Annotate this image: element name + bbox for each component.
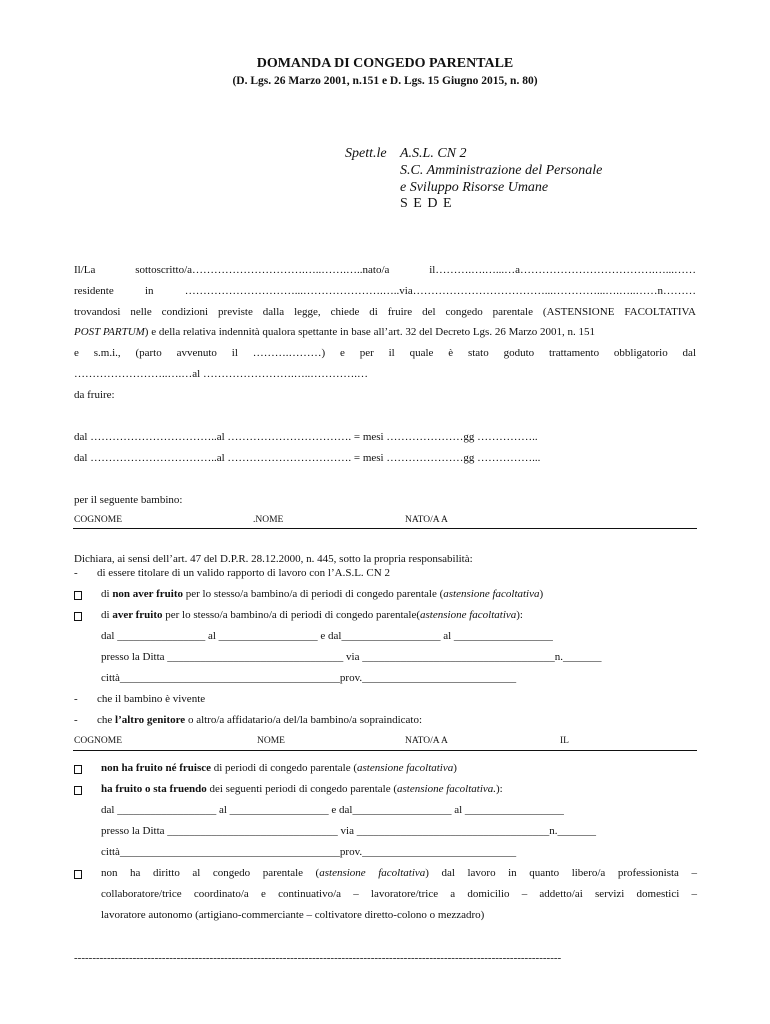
aver-fruito-citta-field[interactable]: città________________________________________prov.____________________________ xyxy=(101,672,517,684)
declaration-item-5: che l’altro genitore o altro/a affidatario/a del/la bambino/a sopraindicato: xyxy=(97,714,423,726)
option-1: non ha fruito né fruisce di periodi di congedo parentale (astensione facoltativa) xyxy=(101,762,457,774)
post-partum-text: POST PARTUM xyxy=(74,326,145,338)
intro-line-6: ……………………..….…al …………………….…..………….… xyxy=(74,368,368,380)
recipient-line-1: A.S.L. CN 2 xyxy=(400,146,467,161)
declaration-intro: Dichiara, ai sensi dell’art. 47 del D.P.R. 28.12.2000, n. 445, sotto la propria responsabilità: xyxy=(74,553,473,565)
declaration-item-3: di aver fruito per lo stesso/a bambino/a di periodi di congedo parentale(astensione facoltativa): xyxy=(101,609,523,621)
intro-line-5: e s.m.i., (parto avvenuto il ……….………) e per il quale è stato goduto trattamento obbligatorio dal xyxy=(74,347,696,359)
declaration-item-2: di non aver fruito per lo stesso/a bambino/a di periodi di congedo parentale (astensione facoltativa) xyxy=(101,588,544,600)
parent-col-nato: NATO/A A xyxy=(405,736,448,746)
recipient-line-3: e Sviluppo Risorse Umane xyxy=(400,180,549,195)
parent-col-il: IL xyxy=(560,736,569,746)
option-3-line-1: non ha diritto al congedo parentale (astensione facoltativa) dal lavoro in quanto libero/a professionista – xyxy=(101,867,697,879)
child-col-cognome: COGNOME xyxy=(74,515,123,525)
recipient-prefix: Spett.le xyxy=(345,146,387,161)
child-label: per il seguente bambino: xyxy=(74,494,183,506)
period-row-2: dal ……………………………..al ……………………………. = mesi …………………gg ……………... xyxy=(74,452,541,464)
intro-line-3: trovandosi nelle condizioni previste dalla legge, chiede di fruire del congedo parentale (ASTENSIONE FACOLTATIVA xyxy=(74,306,696,318)
checkbox-non-aver-fruito[interactable] xyxy=(74,591,82,600)
intro-line-1: Il/La sottoscritto/a………………………….…..…….…..nato/a il……….….…...…a……………………………….…...…… xyxy=(74,264,696,276)
period-row-1: dal ……………………………..al ……………………………. = mesi …………………gg …………….. xyxy=(74,431,538,443)
option-3-line-2: collaboratore/trice coordinato/a e continuativo/a – lavoratore/trice a domicilio – addetto/ai servizi domestici – xyxy=(101,888,697,900)
checkbox-ha-fruito[interactable] xyxy=(74,786,82,795)
child-col-nato: NATO/A A xyxy=(405,515,448,525)
intro-line-7: da fruire: xyxy=(74,389,115,401)
parent-table-rule xyxy=(73,750,697,751)
declaration-item-1: di essere titolare di un valido rapporto di lavoro con l’A.S.L. CN 2 xyxy=(97,567,390,579)
option-3-line-3: lavoratore autonomo (artigiano-commerciante – coltivatore diretto-colono o mezzadro) xyxy=(101,909,485,921)
dash-bullet: - xyxy=(74,693,78,705)
aver-fruito-ditta-field[interactable]: presso la Ditta ________________________________ via ___________________________________n._______ xyxy=(101,651,602,663)
intro-line-2: residente in …………………………...………………….…..via………………………………...…………...….…..……n……… xyxy=(74,285,696,297)
aver-fruito-dates-field[interactable]: dal ________________ al __________________ e dal__________________ al __________________ xyxy=(101,630,553,642)
parent-col-cognome: COGNOME xyxy=(74,736,123,746)
checkbox-aver-fruito[interactable] xyxy=(74,612,82,621)
ha-fruito-ditta-field[interactable]: presso la Ditta _______________________________ via ___________________________________n._______ xyxy=(101,825,596,837)
ha-fruito-citta-field[interactable]: città________________________________________prov.____________________________ xyxy=(101,846,517,858)
declaration-item-4: che il bambino è vivente xyxy=(97,693,206,705)
page-separator: ------------------------------------------------------------------------------------------------------------------------------------- xyxy=(74,952,562,964)
parent-col-nome: NOME xyxy=(257,736,285,746)
checkbox-non-ha-fruito[interactable] xyxy=(74,765,82,774)
ha-fruito-dates-field[interactable]: dal __________________ al __________________ e dal__________________ al __________________ xyxy=(101,804,564,816)
child-table-rule xyxy=(73,528,697,529)
recipient-line-2: S.C. Amministrazione del Personale xyxy=(400,163,603,178)
child-col-nome: .NOME xyxy=(253,515,284,525)
document-subtitle: (D. Lgs. 26 Marzo 2001, n.151 e D. Lgs. 15 Giugno 2015, n. 80) xyxy=(232,75,538,87)
dash-bullet: - xyxy=(74,714,78,726)
dash-bullet: - xyxy=(74,567,78,579)
option-2: ha fruito o sta fruendo dei seguenti periodi di congedo parentale (astensione facoltativa.): xyxy=(101,783,503,795)
recipient-line-4: S E D E xyxy=(400,196,453,211)
checkbox-non-ha-diritto[interactable] xyxy=(74,870,82,879)
intro-line-4: POST PARTUM) e della relativa indennità qualora spettante in base all’art. 32 del Decreto Lgs. 26 Marzo 2001, n. 151 xyxy=(74,326,596,338)
document-title: DOMANDA DI CONGEDO PARENTALE xyxy=(256,56,514,71)
